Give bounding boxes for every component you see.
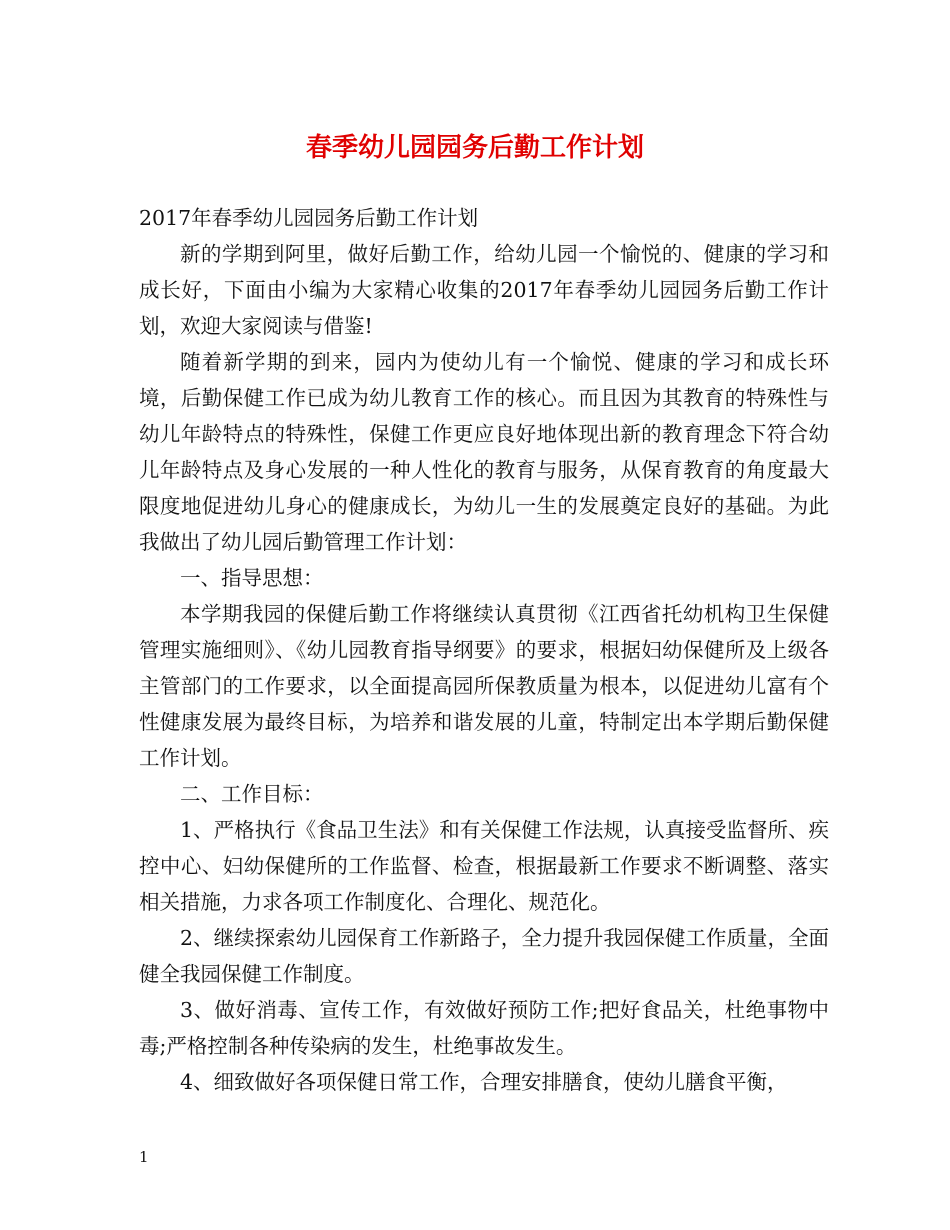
document-subtitle: 2017年春季幼儿园园务后勤工作计划 [139, 206, 479, 230]
section-heading-guiding-thought: 一、指导思想： [180, 566, 324, 590]
section-heading-work-goals: 二、工作目标： [180, 782, 324, 806]
goal-item-1: 1、严格执行《食品卫生法》和有关保健工作法规，认真接受监督所、疾控中心、妇幼保健所的工作监督、检查，根据最新工作要求不断调整、落实相关措施，力求各项工作制度化、合理化、规范化。 [139, 818, 829, 914]
goal-item-4: 4、细致做好各项保健日常工作，合理安排膳食，使幼儿膳食平衡， [180, 1070, 788, 1094]
paragraph-guiding-thought: 本学期我园的保健后勤工作将继续认真贯彻《江西省托幼机构卫生保健管理实施细则》、《幼儿园教育指导纲要》的要求，根据妇幼保健所及上级各主管部门的工作要求，以全面提高园所保教质量为根本，以促进幼儿富有个性健康发展为最终目标，为培养和谐发展的儿童，特制定出本学期后勤保健工作计划。 [139, 602, 829, 770]
document-body [139, 200, 829, 1100]
document-title: 春季幼儿园园务后勤工作计划 [305, 133, 644, 163]
paragraph-intro: 新的学期到阿里，做好后勤工作，给幼儿园一个愉悦的、健康的学习和成长好，下面由小编为大家精心收集的2017年春季幼儿园园务后勤工作计划，欢迎大家阅读与借鉴! [139, 242, 829, 338]
paragraph-background: 随着新学期的到来，园内为使幼儿有一个愉悦、健康的学习和成长环境，后勤保健工作已成为幼儿教育工作的核心。而且因为其教育的特殊性与幼儿年龄特点的特殊性，保健工作更应良好地体现出新的教育理念下符合幼儿年龄特点及身心发展的一种人性化的教育与服务，从保育教育的角度最大限度地促进幼儿身心的健康成长，为幼儿一生的发展奠定良好的基础。为此我做出了幼儿园后勤管理工作计划： [139, 350, 829, 554]
goal-item-3: 3、做好消毒、宣传工作，有效做好预防工作;把好食品关，杜绝事物中毒;严格控制各种传染病的发生，杜绝事故发生。 [139, 998, 829, 1058]
goal-item-2: 2、继续探索幼儿园保育工作新路子，全力提升我园保健工作质量，全面健全我园保健工作制度。 [139, 926, 829, 986]
page-number: 1 [139, 1148, 149, 1166]
